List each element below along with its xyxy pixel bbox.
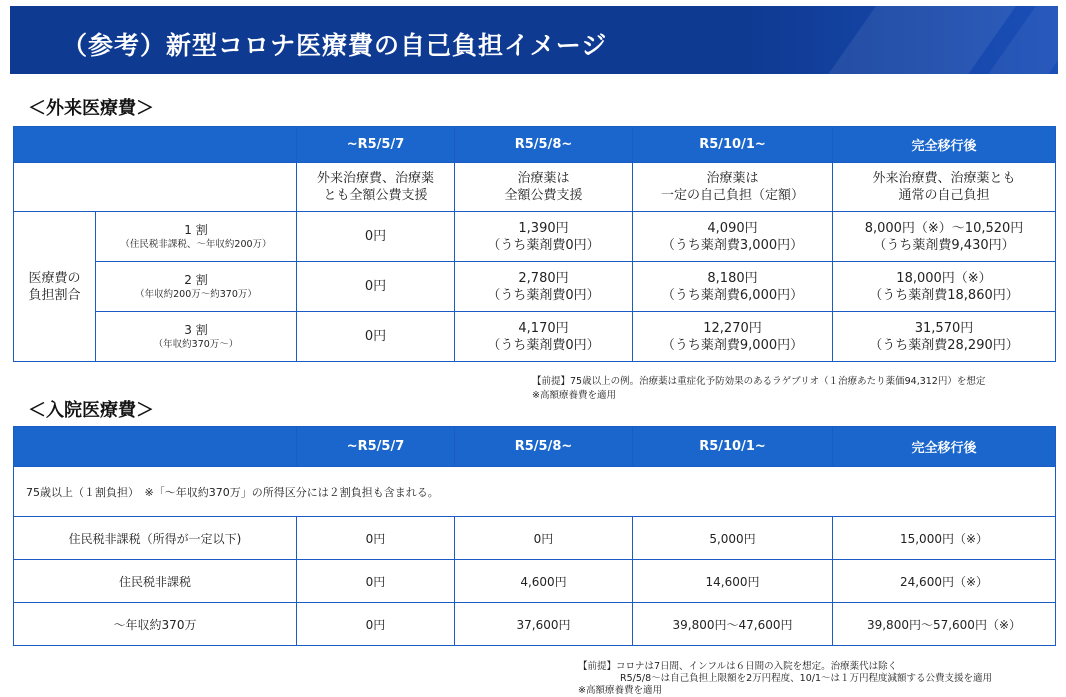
column-header: 完全移行後	[833, 427, 1056, 467]
inpatient-table	[13, 426, 1056, 646]
column-header: ~R5/5/7	[297, 427, 455, 467]
value-cell: 4,090円 （うち薬剤費3,000円）	[633, 212, 833, 262]
description-cell: 外来治療費、治療薬とも 通常の自己負担	[833, 163, 1056, 212]
value-cell: 14,600円	[633, 560, 833, 603]
table-header-row	[14, 127, 1056, 163]
column-header: R5/5/8~	[455, 427, 633, 467]
page-title: （参考）新型コロナ医療費の自己負担イメージ	[62, 31, 608, 60]
blank-cell	[14, 163, 297, 212]
value-cell: 8,180円 （うち薬剤費6,000円）	[633, 262, 833, 312]
outpatient-note: 【前提】75歳以上の例。治療薬は重症化予防効果のあるラゲブリオ（１治療あたり薬価94,312円）を想定	[532, 376, 986, 387]
table-row	[14, 312, 1056, 362]
inpatient-note: 【前提】コロナは7日間、インフルは６日間の入院を想定。治療薬代は除く	[578, 661, 898, 672]
group-label: 医療費の 負担割合	[14, 212, 96, 362]
row-label: 住民税非課税	[14, 560, 297, 603]
column-header: 完全移行後	[833, 127, 1056, 163]
value-cell: 15,000円（※）	[833, 517, 1056, 560]
table-row	[14, 560, 1056, 603]
value-cell: 0円	[297, 312, 455, 362]
outpatient-table	[13, 126, 1056, 362]
value-cell: 37,600円	[455, 603, 633, 646]
title-banner	[10, 6, 1058, 74]
table-row	[14, 262, 1056, 312]
description-cell: 治療薬は 一定の自己負担（定額）	[633, 163, 833, 212]
value-cell: 24,600円（※）	[833, 560, 1056, 603]
value-cell: 4,600円	[455, 560, 633, 603]
column-header: R5/5/8~	[455, 127, 633, 163]
table-row	[14, 603, 1056, 646]
value-cell: 31,570円 （うち薬剤費28,290円）	[833, 312, 1056, 362]
description-cell: 外来治療費、治療薬 とも全額公費支援	[297, 163, 455, 212]
rate-cell: 3 割 （年収約370万～）	[96, 312, 297, 362]
value-cell: 0円	[297, 517, 455, 560]
value-cell: 39,800円～57,600円（※）	[833, 603, 1056, 646]
header-blank	[14, 427, 297, 467]
value-cell: 5,000円	[633, 517, 833, 560]
span-row	[14, 467, 1056, 517]
table-header-row	[14, 427, 1056, 467]
table-row	[14, 517, 1056, 560]
row-label: ～年収約370万	[14, 603, 297, 646]
outpatient-heading: ＜外来医療費＞	[28, 98, 154, 119]
table-row	[14, 212, 1056, 262]
header-blank	[14, 127, 297, 163]
inpatient-note: ※高額療養費を適用	[578, 685, 662, 696]
column-header: R5/10/1~	[633, 127, 833, 163]
value-cell: 0円	[297, 262, 455, 312]
value-cell: 0円	[297, 212, 455, 262]
value-cell: 1,390円 （うち薬剤費0円）	[455, 212, 633, 262]
row-label: 住民税非課税（所得が一定以下)	[14, 517, 297, 560]
value-cell: 0円	[455, 517, 633, 560]
outpatient-note: ※高額療養費を適用	[532, 390, 616, 401]
description-row	[14, 163, 1056, 212]
value-cell: 39,800円～47,600円	[633, 603, 833, 646]
value-cell: 0円	[297, 603, 455, 646]
description-cell: 治療薬は 全額公費支援	[455, 163, 633, 212]
column-header: ~R5/5/7	[297, 127, 455, 163]
value-cell: 18,000円（※） （うち薬剤費18,860円）	[833, 262, 1056, 312]
span-row-text: 75歳以上（１割負担） ※「～年収約370万」の所得区分には２割負担も含まれる。	[14, 467, 1056, 517]
value-cell: 2,780円 （うち薬剤費0円）	[455, 262, 633, 312]
value-cell: 12,270円 （うち薬剤費9,000円）	[633, 312, 833, 362]
inpatient-heading: ＜入院医療費＞	[28, 400, 154, 421]
value-cell: 0円	[297, 560, 455, 603]
value-cell: 8,000円（※）～10,520円 （うち薬剤費9,430円）	[833, 212, 1056, 262]
value-cell: 4,170円 （うち薬剤費0円）	[455, 312, 633, 362]
column-header: R5/10/1~	[633, 427, 833, 467]
inpatient-note: R5/5/8～は自己負担上限額を2万円程度、10/1～は１万円程度減額する公費支援を適用	[620, 673, 993, 684]
rate-cell: 2 割 （年収約200万～約370万）	[96, 262, 297, 312]
rate-cell: 1 割 （住民税非課税、～年収約200万）	[96, 212, 297, 262]
